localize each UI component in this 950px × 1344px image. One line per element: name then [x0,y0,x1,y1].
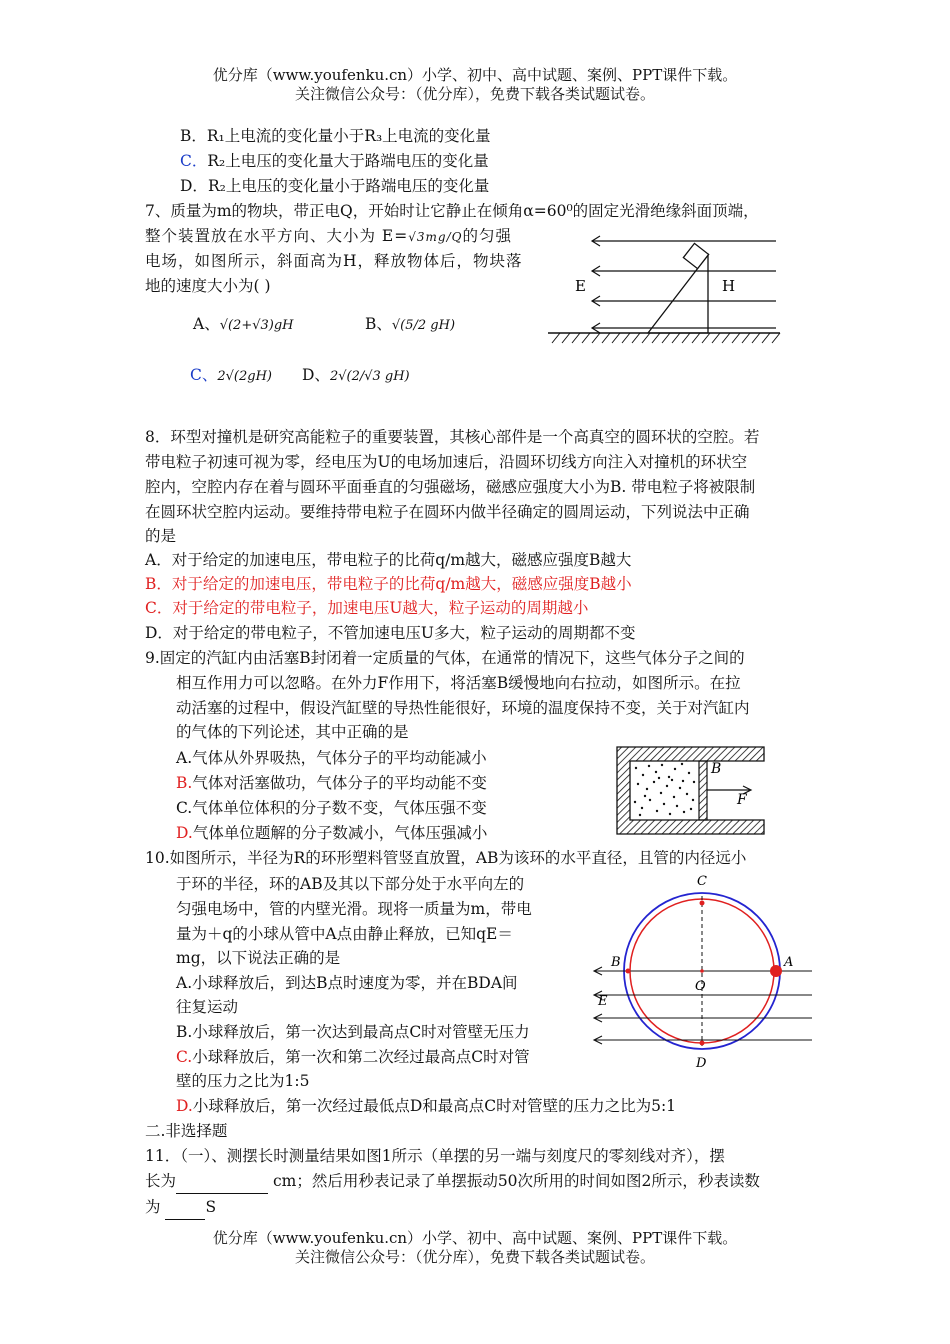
q10-stem-line-4: 量为＋q的小球从管中A点由静止释放，已知qE＝ [176,925,513,943]
answer-blank-length[interactable] [176,1169,268,1194]
q11-stem-line-2: 长为 cm；然后用秒表记录了单摆振动50次所用的时间如图2所示，秒表读数 [145,1169,760,1194]
q7-stem-line-4: 地的速度大小为( ) [145,277,271,295]
q8-option-b: B．对于给定的加速电压，带电粒子的比荷q/m越大，磁感应强度B越小 [145,575,632,593]
answer-blank-time[interactable] [165,1195,205,1220]
q10-stem-line-2: 于环的半径，环的AB及其以下部分处于水平向左的 [176,875,525,893]
q11-stem-line-3: 为 S [145,1195,216,1220]
label-B: B [711,761,722,777]
q10-option-a-line-2: 往复运动 [176,998,239,1016]
q10-option-c-line-1: C.小球释放后，第一次和第二次经过最高点C时对管 [176,1048,530,1066]
q6-option-c: C．R₂上电压的变化量大于路端电压的变化量 [180,152,489,170]
piston [699,761,707,820]
q9-option-c: C.气体单位体积的分子数不变，气体压强不变 [176,799,487,817]
q9-option-b: B.气体对活塞做功，气体分子的平均动能不变 [176,774,487,792]
point-O [700,969,704,973]
q7-stem-line-1: 7、质量为m的物块，带正电Q，开始时让它静止在倾角α=60⁰的固定光滑绝缘斜面顶端， [145,202,759,220]
q9-option-a: A.气体从外界吸热，气体分子的平均动能减小 [176,749,487,767]
label-A: A [784,955,794,970]
q8-option-d: D．对于给定的带电粒子，不管加速电压U多大，粒子运动的周期都不变 [145,624,636,642]
footer-line-2: 关注微信公众号：（优分库），免费下载各类试题试卷。 [294,1248,655,1266]
q6-option-d: D．R₂上电压的变化量小于路端电压的变化量 [180,177,490,195]
q7-option-a: A、√(2+√3)gH [193,315,294,333]
q8-stem-line-3: 腔内，空腔内存在着与圆环平面垂直的匀强磁场，磁感应强度大小为B. 带电粒子将被限制 [145,478,756,496]
q9-option-d: D.气体单位题解的分子数减小，气体压强减小 [176,824,488,842]
q10-option-c-line-2: 壁的压力之比为1:5 [176,1072,310,1090]
q8-stem-line-1: 8．环型对撞机是研究高能粒子的重要装置，其核心部件是一个高真空的圆环状的空腔。若 [145,428,760,446]
point-C [700,901,705,906]
q7-option-b: B、√(5/2 gH) [365,315,456,333]
q9-cylinder-figure [612,742,782,842]
ball-A [770,965,782,977]
label-B: B [611,955,621,970]
label-E: E [575,277,586,295]
q6-option-b: B．R₁上电流的变化量小于R₃上电流的变化量 [180,127,491,145]
q8-option-c: C．对于给定的带电粒子，加速电压U越大，粒子运动的周期越小 [145,599,589,617]
q10-stem-line-1: 10.如图所示，半径为R的环形塑料管竖直放置，AB为该环的水平直径，且管的内径远小 [145,849,747,867]
q7-option-c: C、2√(2gH) [190,366,273,384]
q10-option-b: B.小球释放后，第一次达到最高点C时对管壁无压力 [176,1023,530,1041]
q9-stem-line-1: 9.固定的汽缸内由活塞B封闭着一定质量的气体，在通常的情况下，这些气体分子之间的 [145,649,745,667]
q7-option-d: D、2√(2/√3 gH) [302,366,410,384]
label-O: O [695,979,706,994]
point-D [700,1041,705,1046]
footer-line-1: 优分库（www.youfenku.cn）小学、初中、高中试题、案例、PPT课件下载。 [212,1229,738,1247]
q10-option-a-line-1: A.小球释放后，到达B点时速度为零，并在BDA间 [176,974,518,992]
q8-stem-line-5: 的是 [145,527,177,545]
point-B [626,969,631,974]
field-lines [592,236,776,333]
header-line-2: 关注微信公众号：（优分库），免费下载各类试题试卷。 [294,85,655,103]
ground-hatch [552,333,780,343]
section-2-title: 二.非选择题 [145,1122,228,1140]
q8-option-a: A．对于给定的加速电压，带电粒子的比荷q/m越大，磁感应强度B越大 [145,551,632,569]
q10-stem-line-5: mg，以下说法正确的是 [176,949,341,967]
q10-option-d: D.小球释放后，第一次经过最低点D和最高点C时对管壁的压力之比为5:1 [176,1097,677,1115]
block [683,243,708,268]
q8-stem-line-2: 带电粒子初速可视为零，经电压为U的电场加速后，沿圆环切线方向注入对撞机的环状空 [145,453,748,471]
label-D: D [696,1056,707,1071]
q7-stem-line-2: 整个装置放在水平方向、大小为 E=√3mg/Q的匀强 [145,227,512,245]
label-C: C [697,874,707,889]
q10-stem-line-3: 匀强电场中，管的内壁光滑。现将一质量为m，带电 [176,900,532,918]
label-F: F [737,792,747,808]
q9-stem-line-2: 相互作用力可以忽略。在外力F作用下，将活塞B缓慢地向右拉动，如图所示。在拉 [176,674,741,692]
label-E: E [598,994,608,1009]
label-H: H [722,277,736,295]
q11-stem-line-1: 11．（一）、测摆长时测量结果如图1所示（单摆的另一端与刻度尺的零刻线对齐），摆 [145,1147,725,1165]
q9-stem-line-4: 的气体的下列论述，其中正确的是 [176,723,409,741]
q7-stem-line-3: 电场，如图所示，斜面高为H，释放物体后，物块落 [145,252,523,270]
header-line-1: 优分库（www.youfenku.cn）小学、初中、高中试题、案例、PPT课件下载。 [212,66,738,84]
q8-stem-line-4: 在圆环状空腔内运动。要维持带电粒子在圆环内做半径确定的圆周运动，下列说法中正确 [145,503,750,521]
q10-ring-figure [590,868,820,1074]
q9-stem-line-3: 动活塞的过程中，假设汽缸壁的导热性能很好，环境的温度保持不变，关于对汽缸内 [176,699,750,717]
gas-molecules [634,763,695,816]
q7-incline-figure [540,225,790,350]
